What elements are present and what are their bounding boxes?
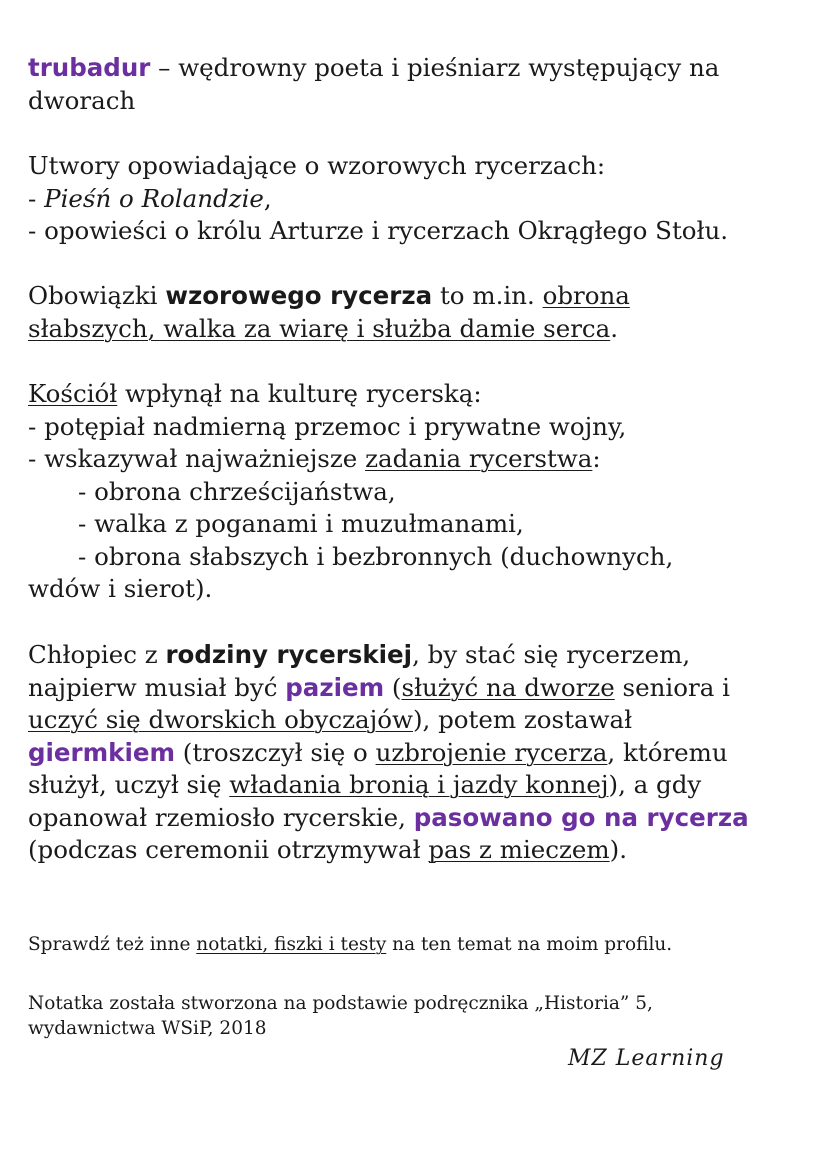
works-section [28,150,806,248]
underlined-phrase: słabszych, walka za wiarę i służba damie serca [28,313,611,343]
source-line: Notatka została stworzona na podstawie podręcznika „Historia” 5, [28,993,653,1014]
underlined-phrase: uzbrojenie rycerza [375,737,608,767]
underlined-phrase: zadania rycerstwa [365,444,593,473]
church-section [28,378,806,606]
church-subitem: - obrona chrześcijaństwa, [78,476,396,506]
term-giermek: giermkiem [28,737,175,767]
duties-line: Obowiązki wzorowego rycerza to m.in. obrona [28,281,630,310]
path-line: uczyć się dworskich obyczajów), potem zostawał [28,705,633,734]
church-subitem-continuation: wdów i sierot). [28,574,213,603]
term-trubadur: trubadur [28,53,151,82]
signature: MZ Learning [568,1046,725,1071]
duties-section [28,280,806,345]
path-line: (podczas ceremonii otrzymywał pas z mieczem). [28,835,628,864]
definition-trubadur [28,52,806,117]
underlined-phrase: pas z mieczem [428,835,610,864]
underlined-phrase: władania bronią i jazdy konnej [229,770,609,799]
profile-link-text: notatki, fiszki i testy [196,934,387,955]
definition-line [28,52,806,85]
duties-line: słabszych, walka za wiarę i służba damie serca. [28,313,619,343]
keyword-kosciol: Kościół [28,379,118,408]
works-item: - Pieśń o Rolandzie, [28,183,272,213]
footer-check-line: Sprawdź też inne notatki, fiszki i testy na ten temat na moim profilu. [28,934,673,955]
path-line: najpierw musiał być paziem (służyć na dworze seniora i [28,672,730,702]
path-line: służył, uczył się władania bronią i jazdy konnej), a gdy [28,770,702,799]
work-title-roland: Pieśń o Rolandzie [44,183,264,213]
church-subitem: - walka z poganami i muzułmanami, [78,509,524,538]
underlined-phrase: obrona [542,281,630,310]
path-line: Chłopiec z rodziny rycerskiej, by stać się rycerzem, [28,640,691,669]
keyword-wzorowy-rycerz: wzorowego rycerza [165,281,433,310]
definition-line: dworach [28,85,136,115]
church-intro: Kościół wpłynął na kulturę rycerską: [28,379,482,408]
source-line: wydawnictwa WSiP, 2018 [28,1018,267,1039]
church-item: - wskazywał najważniejsze zadania rycerstwa: [28,444,601,473]
underlined-phrase: uczyć się dworskich obyczajów [28,705,413,734]
path-line: giermkiem (troszczył się o uzbrojenie rycerza, któremu [28,737,728,767]
church-item: - potępiał nadmierną przemoc i prywatne wojny, [28,411,627,441]
underlined-phrase: służyć na dworze [401,672,615,702]
path-line: opanował rzemiosło rycerskie, pasowano go na rycerza [28,802,749,832]
term-pasowanie: pasowano go na rycerza [413,802,749,832]
term-paz: paziem [285,672,385,702]
works-item: - opowieści o królu Arturze i rycerzach Okrągłego Stołu. [28,216,729,245]
definition-text: – wędrowny poeta i pieśniarz występujący na [150,53,720,82]
keyword-rodzina-rycerska: rodziny rycerskiej [165,640,413,669]
footer-source [28,991,806,1041]
knight-path-section [28,639,806,867]
works-intro: Utwory opowiadające o wzorowych rycerzach: [28,151,606,180]
church-subitem: - obrona słabszych i bezbronnych (duchownych, [78,541,674,571]
